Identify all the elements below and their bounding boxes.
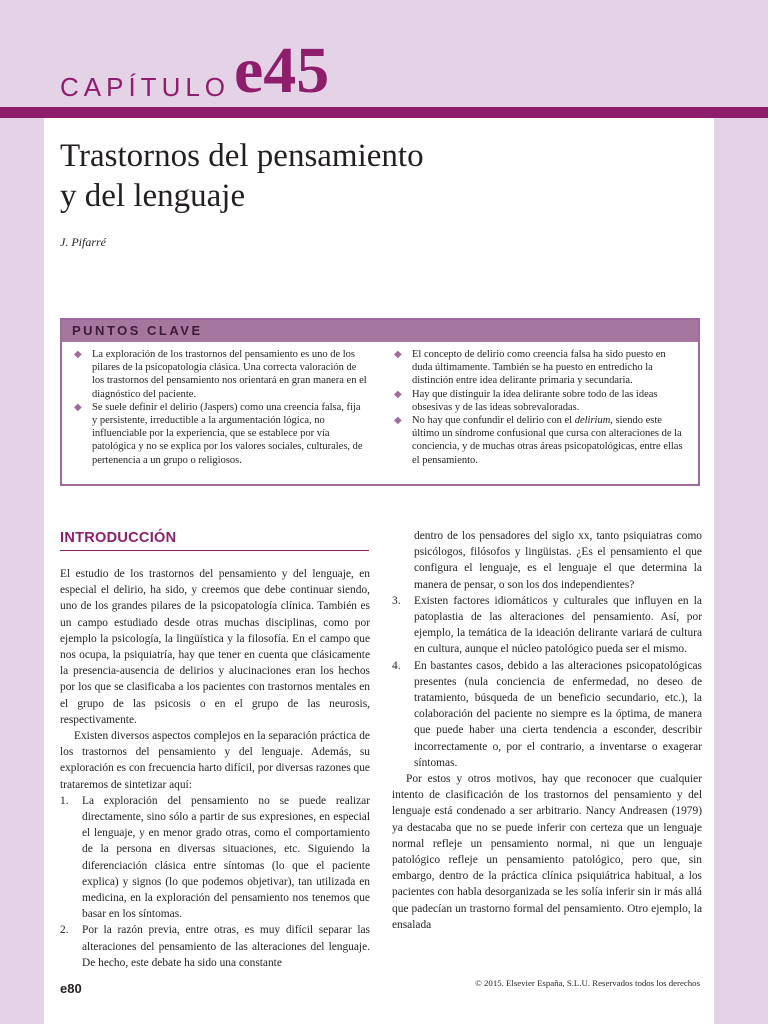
section-heading-introduccion: INTRODUCCIÓN <box>60 530 369 551</box>
bullet-icon: ◆ <box>74 349 82 360</box>
bullet-icon: ◆ <box>394 388 402 400</box>
bullet-icon: ◆ <box>394 349 402 360</box>
list-item: 3. Existen factores idiomáticos y culturales que influyen en la patoplastia de las alteraciones del pensamiento. Así, por ejemplo, la temática de la ideación delirante variará de cultura en cultura, aunque el núcleo patológico pueda ser el mismo. <box>392 594 702 656</box>
key-point: ◆ El concepto de delirio como creencia falsa ha sido puesto en duda últimamente. También se ha puesto en entredicho la distinción entre idea delirante primaria y secundaria. <box>394 349 666 387</box>
chapter-label: CAPÍTULO <box>60 72 231 102</box>
key-points-box <box>60 318 700 486</box>
list-item: 2. Por la razón previa, entre otras, es muy difícil separar las alteraciones del pensamiento de las alteraciones del lenguaje. De hecho, este debate ha sido una constante <box>60 924 370 969</box>
chapter-header <box>0 0 768 118</box>
numbered-list <box>60 793 370 971</box>
chapter-number: e45 <box>234 34 330 107</box>
copyright-notice: © 2015. Elsevier España, S.L.U. Reservados todos los derechos <box>475 978 700 988</box>
list-item: 1. La exploración del pensamiento no se puede realizar directamente, sino sólo a partir de sus expresiones, en especial el lenguaje, y en menor grado otras, como el comportamiento de la persona en diversas situaciones, etc. Siguiendo la diferenciación clásica entre síntomas (lo que el paciente explica) y signos (lo que podemos objetivar), tan utilizada en medicina, en la exploración del pensamiento nos tenemos que basar en los síntomas. <box>60 794 370 921</box>
key-point: ◆ No hay que confundir el delirio con el delirium, siendo este último un síndrome confusional que cursa con alteraciones de la conciencia, y de muchas otras áreas psicopatológicas, entre ellas el pensamiento. <box>394 415 683 466</box>
body-paragraph: Existen diversos aspectos complejos en la separación práctica de los trastornos del pensamiento y del lenguaje. Además, su exploración es con frecuencia harto difícil, por diversas razones que trataremos de sintetizar aquí: <box>60 730 370 791</box>
page-number: e80 <box>60 981 82 996</box>
key-point: ◆ Hay que distinguir la idea delirante sobre todo de las ideas obsesivas y de las ideas sobrevaloradas. <box>394 388 658 413</box>
list-item: 4. En bastantes casos, debido a las alteraciones psicopatológicas presentes (nula conciencia de enfermedad, no deseo de tratamiento, búsqueda de un beneficio secundario, etc.), la colaboración del paciente no siempre es la óptima, de manera que puede haber una cierta tendencia a esconder, describir incorrectamente o, por el contrario, a inventarse o exagerar síntomas. <box>392 659 702 769</box>
body-paragraph: El estudio de los trastornos del pensamiento y del lenguaje, en especial el delirio, ha sido, y creemos que debe continuar siendo, uno de los grandes pilares de la psicopatología clínica. También es un campo estudiado desde otras muchas disciplinas, como por ejemplo la psicología, la lingüística y la filosofía. En el campo que nos ocupa, la psiquiatría, hay que tener en cuenta que clásicamente la presencia-ausencia de delirios y alucinaciones eran los hechos por los que se clasificaba a los pacientes con trastornos mentales en el grupo de las psicosis o en el grupo de las neurosis, respectivamente. <box>60 568 370 726</box>
body-left-column <box>60 566 370 971</box>
key-point: ◆ Se suele definir el delirio (Jaspers) como una creencia falsa, fija y persistente, irreductible a la argumentación lógica, no influenciable por la experiencia, que se establece por vía patológica y no se explica por los valores sociales, culturales, de pertenencia a un grupo o religiosos. <box>74 401 363 466</box>
chapter-title-line1: Trastornos del pensamiento <box>60 138 424 174</box>
chapter-author: J. Pifarré <box>60 235 106 249</box>
bullet-icon: ◆ <box>394 415 402 427</box>
bullet-icon: ◆ <box>74 401 82 413</box>
key-points-right-column <box>392 348 688 467</box>
key-point: ◆ La exploración de los trastornos del pensamiento es uno de los pilares de la psicopatología clásica. Una correcta valoración de los trastornos del pensamiento nos orientará en gran manera en el diagnóstico del paciente. <box>74 349 367 400</box>
numbered-list <box>392 528 702 771</box>
key-points-heading: PUNTOS CLAVE <box>62 320 698 342</box>
body-paragraph: Por estos y otros motivos, hay que reconocer que cualquier intento de clasificación de los trastornos del pensamiento y del lenguaje está condenado a ser arbitrario. Nancy Andreasen (1979) ya destacaba que no se puede inferir con certeza que un lenguaje normal refleje un pensamiento normal, ni que un lenguaje patológico refleje un pensamiento patológico, pero que, sin embargo, dentro de la práctica clínica psiquiátrica habitual, a los pacientes con habla desorganizada se les solía inferir sin ir más allá que padecían un trastorno formal del pensamiento. Otro ejemplo, la ensalada <box>392 773 702 931</box>
list-item-continuation: dentro de los pensadores del siglo xx, tanto psiquiatras como psicólogos, filósofos y lingüistas. ¿Es el pensamiento el que configura el lenguaje, es el lenguaje el que determina la manera de pensar, o son los dos independientes? <box>414 530 702 591</box>
key-points-left-column <box>72 348 368 467</box>
body-right-column <box>392 528 702 933</box>
chapter-title <box>60 136 424 216</box>
chapter-title-line2: y del lenguaje <box>60 178 246 214</box>
header-rule <box>0 107 768 118</box>
